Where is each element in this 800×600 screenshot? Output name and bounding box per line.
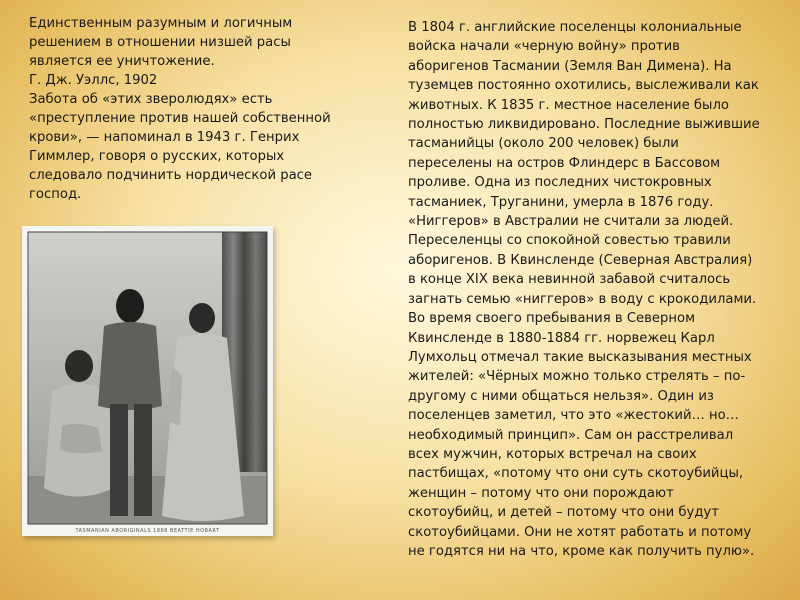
quote-line: «преступление против нашей собственной	[29, 111, 331, 126]
historical-photo	[22, 226, 273, 536]
photo-caption: TASMANIAN ABORIGINALS 1868 BEATTIE HOBART	[75, 528, 220, 534]
quote-line: Забота об «этих зверолюдях» есть	[29, 92, 273, 107]
quote-line: решением в отношении низшей расы	[29, 35, 291, 50]
quote-line: является ее уничтожение.	[29, 54, 215, 69]
quote-line: следовало подчинить нордической расе	[29, 168, 313, 183]
main-text: В 1804 г. английские поселенцы колониальные войска начали «черную войну» против аборигенов Тасмании (Земля Ван Димена). На туземцев постоянно охотились, выслеживали как животных. К 1835 г. местное население было полностью ликвидировано. Последние выжившие тасманийцы (около 200 человек) были переселены на остров Флиндерс в Бассовом проливе. Одна из последних чистокровных тасманиек, Труганини, умерла в 1876 году. «Ниггеров» в Австралии не считали за людей. Переселенцы со спокойной совестью травили аборигенов. В Квинсленде (Северная Австралия) в конце XIX века невинной забавой считалось загнать семью «ниггеров» в воду с крокодилами. Во время своего пребывания в Северном Квинсленде в 1880-1884 гг. норвежец Карл Лумхольц отмечал такие высказывания местных жителей: «Чёрных можно только стрелять – по- другому с ними общаться нельзя». Один из поселенцев заметил, что это «жестокий… но… необходимый принцип». Сам он расстреливал всех мужчин, которых встречал на своих пастбищах, «потому что они суть скотоубийцы, женщин – потому что они порождают скотоубийц, и детей – потому что они будут скотоубийцами. Они не хотят работать и потому не годятся ни на что, кроме как получить пулю».	[408, 20, 760, 559]
photo-image	[22, 226, 273, 536]
quote-line: Единственным разумным и логичным	[29, 16, 293, 31]
quote-attribution: Г. Дж. Уэллс, 1902	[29, 73, 158, 88]
quote-line: крови», — напоминал в 1943 г. Генрих	[29, 130, 300, 145]
quote-line: господ.	[29, 187, 82, 202]
quote-line: Гиммлер, говоря о русских, которых	[29, 149, 285, 164]
epigraph-quote	[29, 14, 359, 204]
